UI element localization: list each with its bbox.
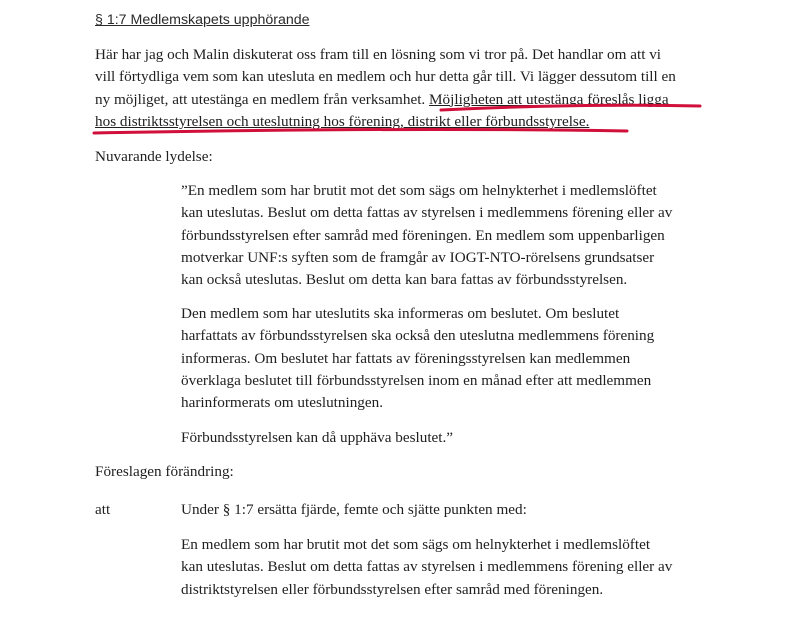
- current-wording-paragraph-1: [181, 180, 721, 291]
- current-wording-paragraph-2: [181, 303, 721, 414]
- quote-line: harinformerats om uteslutningen.: [181, 394, 384, 412]
- quote-line: kan uteslutas. Beslut om detta fattas av styrelsen i medlemmens förening eller av: [181, 204, 673, 222]
- quote-line: distriktstyrelsen eller förbundsstyrelsen efter samråd med föreningen.: [181, 580, 604, 598]
- intro-line-3-text: ny möjliget, att utestänga en medlem från verksamhet.: [95, 90, 430, 108]
- quote-line: kan också uteslutas. Beslut om detta kan bara fattas av förbundsstyrelsen.: [181, 271, 628, 289]
- highlighted-proposal-start: Möjligheten att utestänga föreslås ligga: [429, 90, 669, 108]
- current-wording-label: Nuvarande lydelse:: [95, 148, 213, 165]
- quote-line: ”En medlem som har brutit mot det som sägs om helnykterhet i medlemslöftet: [181, 182, 657, 199]
- intro-paragraph: [95, 44, 715, 133]
- proposed-change-label: Föreslagen förändring:: [95, 463, 234, 480]
- quote-line: förbundsstyrelsen efter samråd med föreningen. En medlem som uppenbarligen: [181, 226, 665, 244]
- quote-line: harfattats av förbundsstyrelsen ska också den uteslutna medlemmens förening: [181, 327, 655, 345]
- intro-line-3: [95, 89, 715, 111]
- intro-line-2: vill förtydliga vem som kan utesluta en medlem och hur detta går till. Vi lägger dessutom till en: [95, 68, 676, 86]
- quote-line: motverkar UNF:s syften som de framgår av IOGT-NTO-rörelsens grundsatser: [181, 248, 655, 266]
- quote-line: En medlem som har brutit mot det som sägs om helnykterhet i medlemslöftet: [181, 536, 651, 553]
- current-wording-paragraph-3: Förbundsstyrelsen kan då upphäva beslutet.”: [181, 429, 454, 446]
- highlighted-proposal-end: hos distriktsstyrelsen och uteslutning hos förening, distrikt eller förbundsstyrelse.: [95, 112, 590, 130]
- att-label: att: [95, 501, 111, 518]
- att-text: Under § 1:7 ersätta fjärde, femte och sjätte punkten med:: [181, 501, 527, 518]
- quote-line: informeras. Om beslutet har fattats av föreningsstyrelsen kan medlemmen: [181, 349, 631, 367]
- quote-line: kan uteslutas. Beslut om detta fattas av styrelsen i medlemmens förening eller av: [181, 558, 673, 576]
- proposed-wording-paragraph: [181, 534, 721, 601]
- quote-line: överklaga beslutet till förbundsstyrelsen inom en månad efter att medlemmen: [181, 371, 652, 389]
- quote-line: Den medlem som har uteslutits ska informeras om beslutet. Om beslutet: [181, 305, 620, 322]
- intro-line-1: Här har jag och Malin diskuterat oss fram till en lösning som vi tror på. Det handlar om att vi: [95, 46, 662, 63]
- section-heading: § 1:7 Medlemskapets upphörande: [95, 12, 310, 28]
